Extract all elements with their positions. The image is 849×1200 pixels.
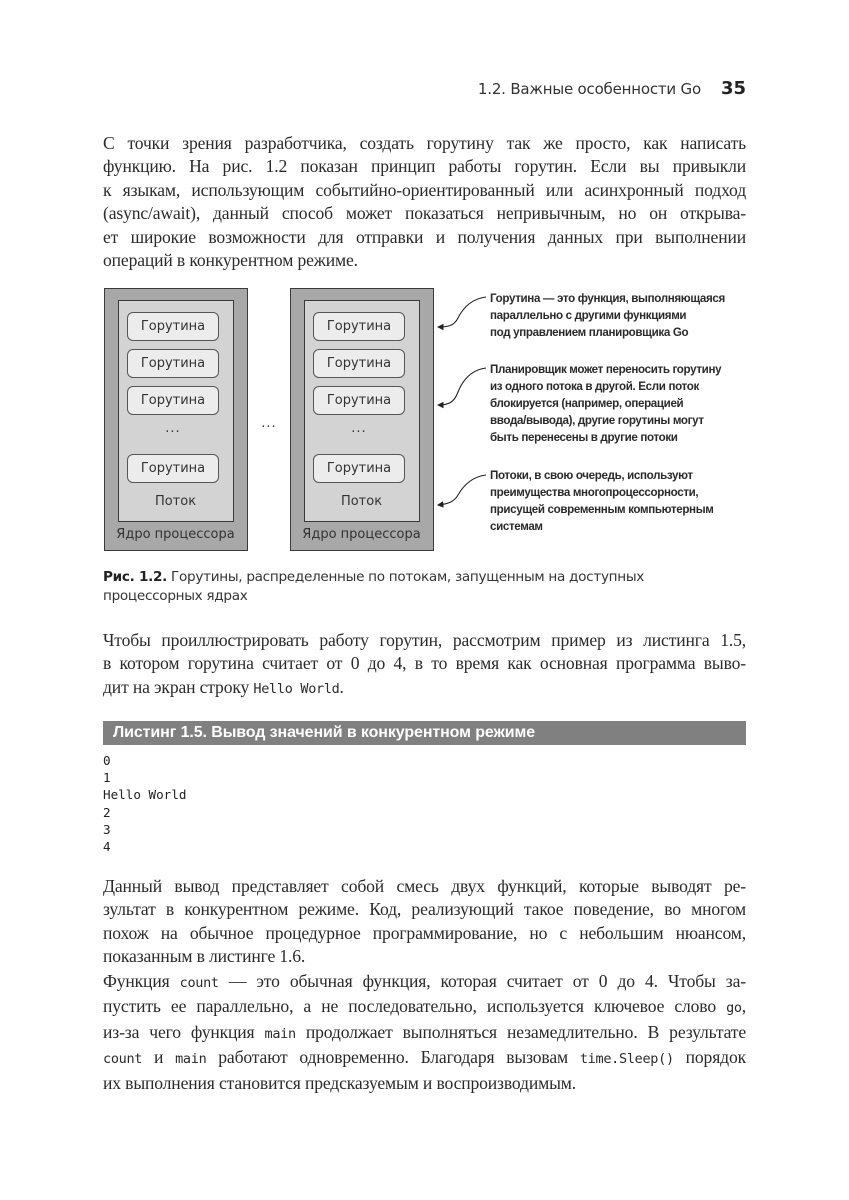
ellipsis: ... [351, 421, 367, 436]
core-label: Ядро процессора [302, 527, 421, 542]
text-span: и [142, 1047, 176, 1068]
goroutine-box: Горутина [313, 349, 405, 378]
goroutine-box: Горутина [127, 386, 219, 415]
annotation-threads [490, 467, 752, 535]
goroutine-box: Горутина [127, 454, 219, 483]
annotation-goroutine [490, 290, 752, 341]
text-line: к языкам, использующим событийно-ориентированный или асинхронный подход [103, 179, 746, 200]
annotation-line: преимущества многопроцессорности, [490, 486, 699, 499]
core-label: Ядро процессора [116, 527, 235, 542]
annotation-line: Горутина — это функция, выполняющаяся [490, 292, 725, 305]
text-line [103, 970, 746, 995]
output-line: 4 [103, 839, 111, 855]
inline-code: Hello World [253, 680, 340, 697]
goroutine-box: Горутина [127, 349, 219, 378]
caption-text: процессорных ядрах [103, 588, 248, 604]
text-line: операций в конкурентном режиме. [103, 250, 358, 271]
text-span: — это обычная функция, которая считает от 0 до 4. Чтобы за- [218, 971, 746, 991]
text-line: похож на обычное процедурное программирование, но с небольшим нюансом, [103, 922, 746, 943]
listing-title: Листинг 1.5. Вывод значений в конкурентном режиме [103, 721, 746, 745]
goroutine-box: Горутина [313, 386, 405, 415]
text-line [103, 1021, 746, 1046]
text-line: функцию. На рис. 1.2 показан принцип работы горутин. Если вы привыкли [103, 156, 746, 177]
goroutine-box: Горутина [313, 454, 405, 483]
text-line [103, 995, 746, 1020]
text-span: из-за чего функция [103, 1021, 265, 1042]
inline-code: main [264, 1025, 296, 1042]
inline-code: count [179, 975, 219, 991]
output-line: Hello World [103, 787, 187, 803]
annotation-line: Планировщик может переносить горутину [490, 363, 722, 376]
between-cores-ellipsis: ... [261, 416, 277, 431]
output-line: 0 [103, 753, 111, 768]
output-line: 3 [103, 821, 111, 837]
annotation-line: присущей современным компьютерным [490, 503, 714, 516]
annotation-line: быть перенесены в другие потоки [490, 431, 678, 444]
text-line [103, 676, 746, 701]
text-span: пустить ее параллельно, а не последовательно, используется ключевое слово [103, 996, 727, 1017]
annotation-line: Потоки, в свою очередь, используют [490, 469, 693, 482]
text-line: показанным в листинге 1.6. [103, 946, 306, 967]
text-span: Функция [103, 971, 180, 991]
annotation-line: ввода/вывода), другие горутины могут [490, 414, 704, 427]
annotation-line: параллельно с другими функциями [490, 309, 687, 322]
text-line [103, 1046, 746, 1071]
text-span: , [741, 996, 746, 1017]
text-line: (async/await), данный способ может показаться непривычным, но он открыва- [103, 203, 746, 224]
text-line: их выполнения становится предсказуемым и воспроизводимым. [103, 1072, 576, 1093]
thread-label: Поток [154, 494, 197, 509]
caption-label: Рис. 1.2. [103, 569, 167, 585]
text-line: С точки зрения разработчика, создать горутину так же просто, как написать [103, 133, 746, 153]
inline-code: count [103, 1051, 143, 1068]
annotation-line: системам [490, 520, 543, 533]
inline-code: main [175, 1051, 207, 1068]
figure-caption [103, 568, 746, 606]
paragraph-count-function [103, 970, 746, 1095]
annotation-line: блокируется (например, операцией [490, 397, 684, 410]
caption-text: Горутины, распределенные по потокам, запущенным на доступных [171, 569, 645, 585]
goroutine-box: Горутина [127, 312, 219, 341]
text-line: Чтобы проиллюстрировать работу горутин, рассмотрим пример из листинга 1.5, [103, 630, 746, 650]
paragraph-example-intro [103, 629, 746, 701]
section-title: 1.2. Важные особенности Go [477, 80, 701, 98]
inline-code: go [726, 1000, 742, 1017]
text-span: работают одновременно. Благодаря вызовам [206, 1047, 580, 1068]
thread-label: Поток [340, 494, 383, 509]
page-number: 35 [720, 78, 746, 99]
output-line: 1 [103, 770, 111, 786]
text-line: в котором горутина считает от 0 до 4, в то время как основная программа выво- [103, 653, 746, 674]
text-span: . [339, 676, 344, 697]
ellipsis: ... [165, 421, 181, 436]
inline-code: time.Sleep() [579, 1051, 674, 1068]
annotation-line: из одного потока в другой. Если поток [490, 380, 699, 393]
goroutine-box: Горутина [313, 312, 405, 341]
text-line: ет широкие возможности для отправки и получения данных при выполнении [103, 226, 746, 247]
paragraph-output-explained [103, 875, 746, 969]
output-line: 2 [103, 804, 111, 820]
annotation-scheduler [490, 361, 752, 446]
annotation-line: под управлением планировщика Go [490, 326, 689, 339]
text-span: продолжает выполняться незамедлительно. В результате [295, 1021, 746, 1042]
text-line: зультат в конкурентном режиме. Код, реализующий такое поведение, во многом [103, 899, 746, 920]
listing-output [103, 752, 186, 855]
text-span: порядок [673, 1047, 746, 1068]
text-span: дит на экран строку [103, 676, 254, 697]
text-line: Данный вывод представляет собой смесь двух функций, которые выводят ре- [103, 876, 746, 896]
